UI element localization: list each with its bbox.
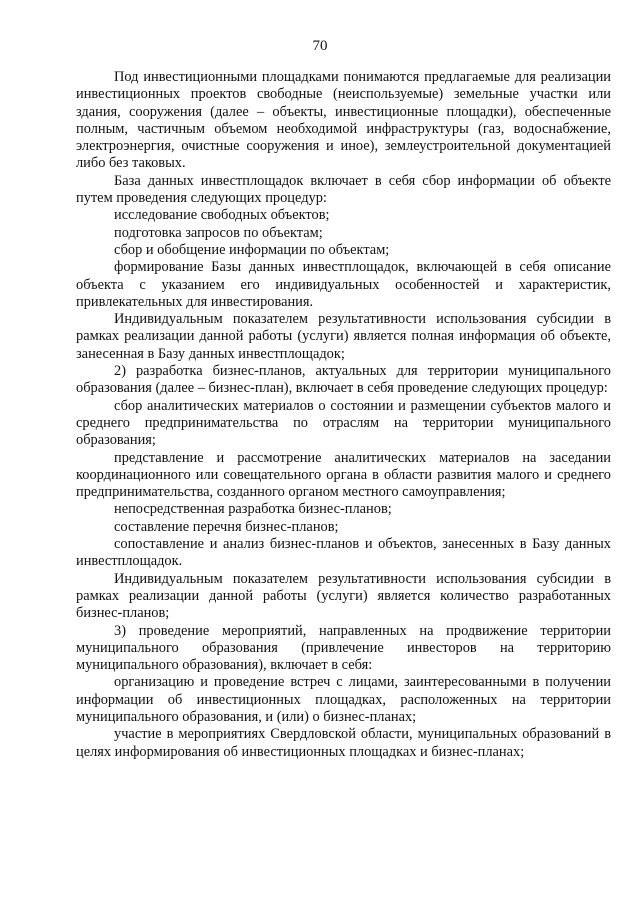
paragraph-investment-sites-definition: Под инвестиционными площадками понимаются предлагаемые для реализации инвестиционных проектов свободные (неиспользуемые) земельные участки или здания, сооружения (далее – объекты, инвестиционные площадки), обеспеченные полным, частичным объемом необходимой инфраструктуры (газ, водоснабжение, электроэнергия, очистные сооружения и иное), землеустроительной документацией либо без таковых.: [76, 69, 611, 172]
list-item-prepare-requests: подготовка запросов по объектам;: [114, 224, 323, 241]
list-item-develop-plans: непосредственная разработка бизнес-планов;: [114, 501, 392, 518]
paragraph-promotion-events: 3) проведение мероприятий, направленных на продвижение территории муниципального образования (привлечение инвесторов на территорию муниципального образования), включает в себя:: [76, 622, 611, 674]
page-number: 70: [312, 38, 328, 54]
list-item-form-database: формирование Базы данных инвестплощадок, включающей в себя описание объекта с указанием его индивидуальных особенностей и характеристик, привлекательных для инвестирования.: [76, 259, 611, 310]
paragraph-database-procedures: База данных инвестплощадок включает в себя сбор информации об объекте путем проведения следующих процедур:: [76, 172, 611, 207]
paragraph-indicator-database: Индивидуальным показателем результативности использования субсидии в рамках реализации данной работы (услуги) является полная информация об объекте, занесенная в Базу данных инвестплощадок;: [76, 311, 611, 362]
list-item-analytical-materials: сбор аналитических материалов о состоянии и размещении субъектов малого и среднего предпринимательства по отраслям на территории муниципального образования;: [76, 397, 611, 449]
list-item-participation: участие в мероприятиях Свердловской области, муниципальных образований в целях информирования об инвестиционных площадках и бизнес-планах;: [76, 726, 611, 760]
paragraph-indicator-business-plans: Индивидуальным показателем результативности использования субсидии в рамках реализации данной работы (услуги) является количество разработанных бизнес-планов;: [76, 570, 611, 622]
list-item-research-objects: исследование свободных объектов;: [114, 207, 330, 224]
list-item-compile-list: составление перечня бизнес-планов;: [114, 518, 339, 535]
document-body: [76, 69, 611, 761]
list-item-compare-analyze: сопоставление и анализ бизнес-планов и объектов, занесенных в Базу данных инвестплощадок.: [76, 536, 611, 570]
list-item-organize-meetings: организацию и проведение встреч с лицами, заинтересованными в получении информации об инвестиционных площадках, расположенных на территории муниципального образования, и (или) о бизнес-планах;: [76, 674, 611, 725]
paragraph-business-plans: 2) разработка бизнес-планов, актуальных для территории муниципального образования (далее – бизнес-план), включает в себя проведение следующих процедур:: [76, 363, 611, 397]
list-item-presentation-materials: представление и рассмотрение аналитических материалов на заседании координационного или совещательного органа в области развития малого и среднего предпринимательства, созданного органом местного самоуправления;: [76, 449, 611, 501]
list-item-collect-information: сбор и обобщение информации по объектам;: [114, 241, 390, 258]
